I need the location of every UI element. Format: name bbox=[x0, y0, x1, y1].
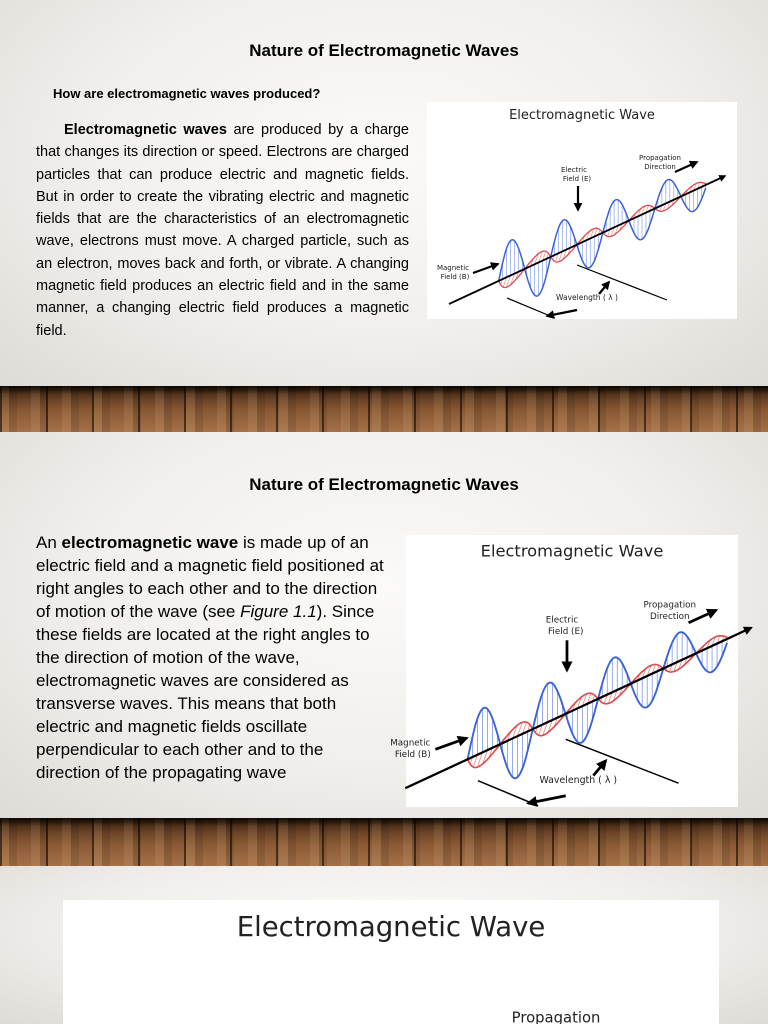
paragraph bbox=[36, 119, 409, 342]
propagation-arrow bbox=[689, 610, 717, 623]
slide-title: Nature of Electromagnetic Waves bbox=[249, 41, 519, 60]
wood-floor-divider bbox=[0, 818, 768, 866]
magnetic-field-label: Field (B) bbox=[440, 273, 470, 281]
em-wave-figure bbox=[390, 535, 738, 807]
wavelength-arrow bbox=[593, 761, 606, 776]
electric-field-wave bbox=[499, 180, 706, 297]
wavelength-label: Wavelength ( λ ) bbox=[556, 293, 618, 302]
propagation-label: Propagation bbox=[511, 1009, 601, 1024]
electric-field-label: Field (E) bbox=[548, 627, 584, 638]
propagation-label: Direction bbox=[644, 163, 676, 171]
magnetic-field-label: Magnetic bbox=[436, 264, 470, 272]
paragraph-text: are produced by a charge that changes its direction or speed. Electrons are charged particles that can produce electric and magnetic fields. But in order to create the vibrating electric and magnetic fields that are the characteristics of an electromagnetic wave, electrons must move. A charged particle, such as an electron, moves back and forth, or vibrate. A changing magnetic field produces an electric field and in the same manner, a changing electric field produces a magnetic field. bbox=[36, 122, 409, 339]
paragraph-text: ). Since these fields are located at the right angles to the direction of motion of the wave, electromagnetic waves are considered as transverse waves. This means that both electric and magnetic fields oscillate perpendicular to each other and to the direction of the propagating wave bbox=[36, 602, 375, 782]
wavelength-label: Wavelength ( λ ) bbox=[539, 775, 618, 787]
electric-field-label: Field (E) bbox=[562, 175, 592, 183]
question-heading: How are electromagnetic waves produced? bbox=[53, 86, 321, 101]
propagation-arrow bbox=[675, 162, 697, 172]
electric-field-wave bbox=[468, 632, 727, 778]
wavelength-arrow bbox=[528, 796, 566, 804]
magnetic-field-arrow bbox=[435, 738, 466, 749]
magnetic-field-label: Field (B) bbox=[394, 749, 431, 760]
em-wave-diagram bbox=[63, 900, 719, 1024]
slide-3 bbox=[0, 866, 768, 1024]
slide-title: Nature of Electromagnetic Waves bbox=[249, 475, 519, 494]
em-wave-figure-large bbox=[63, 900, 719, 1024]
figure-reference: Figure 1.1 bbox=[240, 602, 317, 621]
wavelength-arrow bbox=[547, 310, 577, 316]
wood-floor-divider bbox=[0, 386, 768, 432]
paragraph-text: An bbox=[36, 533, 62, 552]
em-wave-figure bbox=[427, 102, 737, 319]
magnetic-field-label: Magnetic bbox=[390, 738, 431, 749]
bold-term: electromagnetic wave bbox=[61, 533, 239, 552]
propagation-label: Direction bbox=[649, 611, 690, 622]
propagation-axis bbox=[405, 628, 751, 788]
slide-1 bbox=[0, 0, 768, 386]
magnetic-field-arrow bbox=[473, 264, 498, 273]
em-wave-diagram bbox=[427, 102, 737, 319]
propagation-label: Propagation bbox=[639, 154, 681, 162]
slide-2 bbox=[0, 432, 768, 818]
figure-title: Electromagnetic Wave bbox=[480, 541, 664, 561]
paragraph bbox=[36, 531, 390, 784]
propagation-axis bbox=[449, 176, 725, 304]
bold-term: Electromagnetic waves bbox=[64, 122, 227, 138]
figure-title: Electromagnetic Wave bbox=[509, 108, 655, 123]
paragraph-text: is made up of an electric field and a magnetic field positioned at right angles to each other and to the direction of motion of the wave (see bbox=[36, 533, 384, 621]
electric-field-label: Electric bbox=[545, 615, 579, 626]
propagation-label: Propagation bbox=[643, 600, 697, 611]
em-wave-diagram bbox=[390, 535, 738, 807]
electric-field-label: Electric bbox=[561, 166, 587, 174]
figure-title: Electromagnetic Wave bbox=[236, 910, 546, 943]
